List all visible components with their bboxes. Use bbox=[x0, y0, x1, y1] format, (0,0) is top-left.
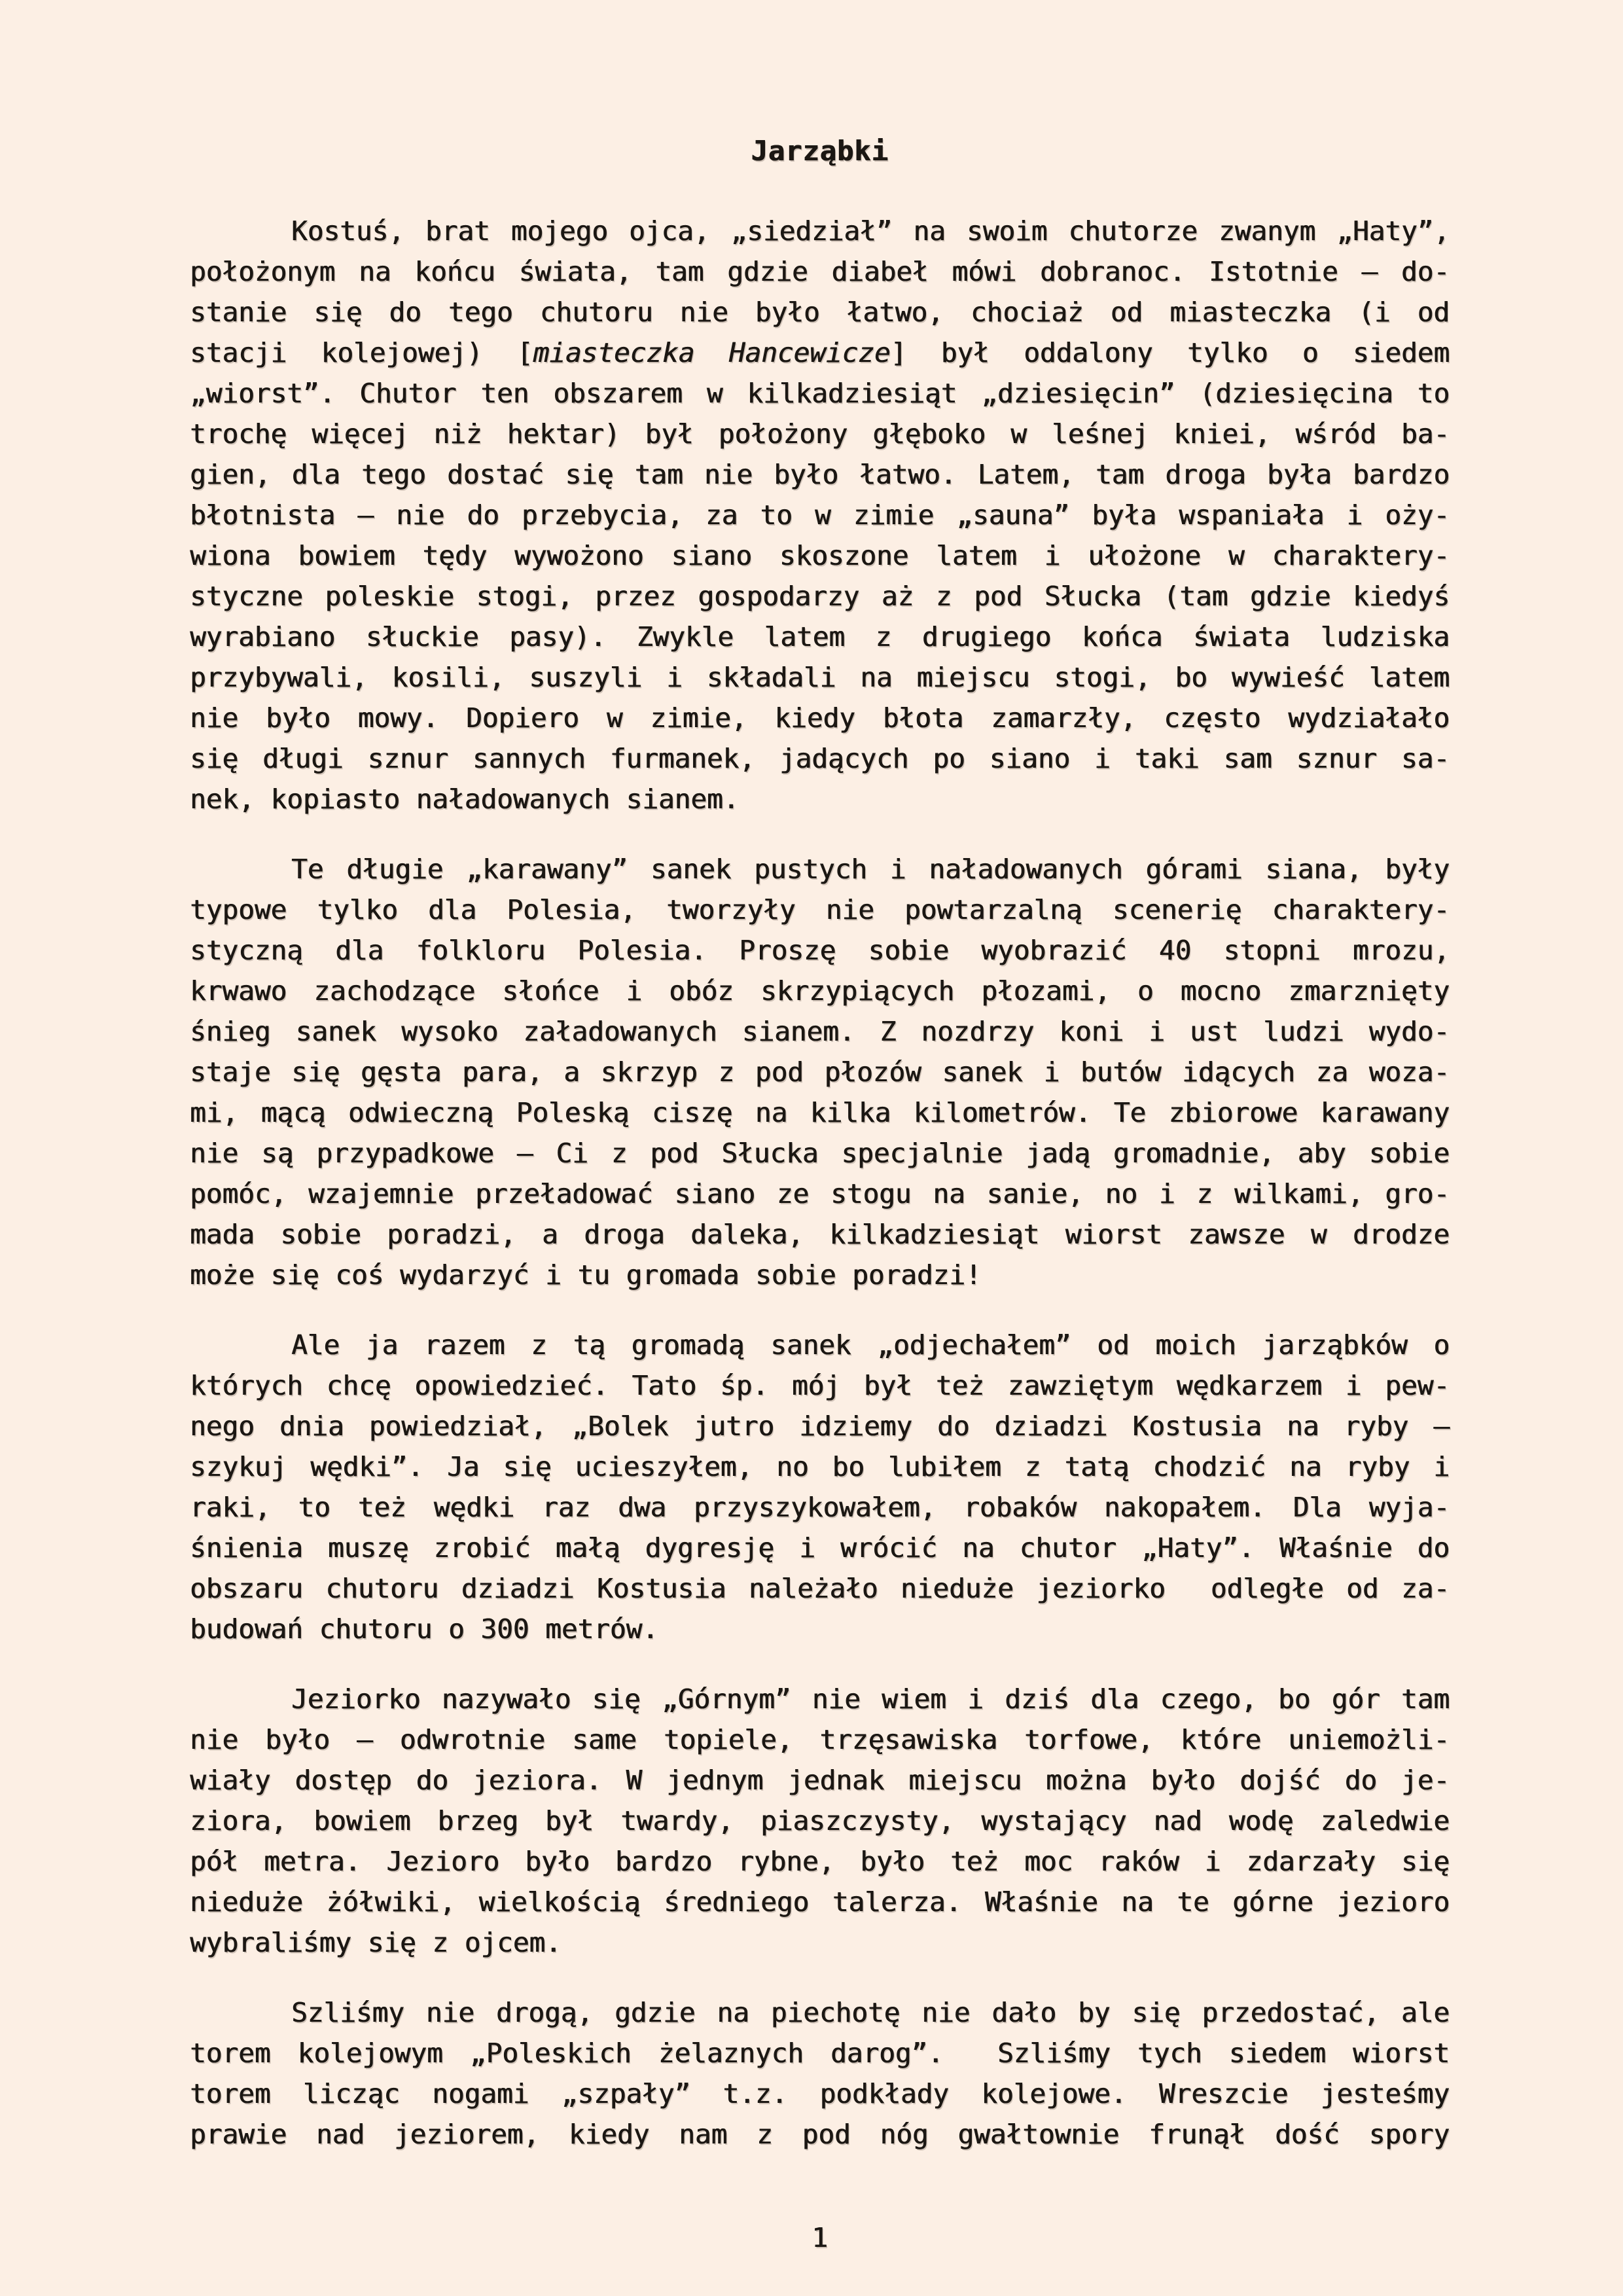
text-line: „wiorst”. Chutor ten obszarem w kilkadziesiąt „dziesięcin” (dziesięcina to bbox=[190, 378, 1450, 409]
text-line: Szliśmy nie drogą, gdzie na piechotę nie dało by się przedostać, ale bbox=[291, 1997, 1450, 2028]
paragraphs bbox=[190, 211, 1450, 2155]
text-line: typowe tylko dla Polesia, tworzyły nie powtarzalną scenerię charaktery- bbox=[190, 894, 1450, 925]
text-line: stanie się do tego chutoru nie było łatwo, chociaż od miasteczka (i od bbox=[190, 296, 1450, 328]
text-line: błotnista – nie do przebycia, za to w zimie „sauna” była wspaniała i oży- bbox=[190, 499, 1450, 531]
text-line: Kostuś, brat mojego ojca, „siedział” na swoim chutorze zwanym „Haty”, bbox=[291, 215, 1450, 247]
text-line: Jeziorko nazywało się „Górnym” nie wiem i dziś dla czego, bo gór tam bbox=[291, 1683, 1450, 1715]
page-title: Jarząbki bbox=[751, 135, 889, 167]
paragraph bbox=[190, 211, 1450, 819]
text-line: nek, kopiasto naładowanych sianem. bbox=[190, 783, 740, 815]
text-line: obszaru chutoru dziadzi Kostusia należało nieduże jeziorko odległe od za- bbox=[190, 1573, 1450, 1604]
text-segment: stacji kolejowej) [ bbox=[190, 337, 533, 368]
text-line: Te długie „karawany” sanek pustych i naładowanych górami siana, były bbox=[291, 853, 1450, 885]
text-line: wiona bowiem tędy wywożono siano skoszone latem i ułożone w charaktery- bbox=[190, 540, 1450, 571]
text-line: pół metra. Jezioro było bardzo rybne, było też moc raków i zdarzały się bbox=[190, 1846, 1450, 1877]
text-line: śnieg sanek wysoko załadowanych sianem. Z nozdrzy koni i ust ludzi wydo- bbox=[190, 1016, 1450, 1047]
text-line: Ale ja razem z tą gromadą sanek „odjechałem” od moich jarząbków o bbox=[291, 1329, 1450, 1361]
text-line: raki, to też wędki raz dwa przyszykowałem, robaków nakopałem. Dla wyja- bbox=[190, 1492, 1450, 1523]
text-line: pomóc, wzajemnie przeładować siano ze stogu na sanie, no i z wilkami, gro- bbox=[190, 1178, 1450, 1210]
text-line: wiały dostęp do jeziora. W jednym jednak miejscu można było dojść do je- bbox=[190, 1765, 1450, 1796]
paragraph bbox=[190, 1992, 1450, 2155]
text-line: styczne poleskie stogi, przez gospodarzy aż z pod Słucka (tam gdzie kiedyś bbox=[190, 581, 1450, 612]
italic-text-segment: miasteczka Hancewicze bbox=[533, 337, 891, 368]
text-line: nie było – odwrotnie same topiele, trzęsawiska torfowe, które uniemożli- bbox=[190, 1724, 1450, 1755]
text-line: wybraliśmy się z ojcem. bbox=[190, 1927, 562, 1958]
text-line: styczną dla folkloru Polesia. Proszę sobie wyobrazić 40 stopni mrozu, bbox=[190, 935, 1450, 966]
text-line: się długi sznur sannych furmanek, jadących po siano i taki sam sznur sa- bbox=[190, 743, 1450, 774]
paragraph bbox=[190, 1325, 1450, 1649]
text-line: gien, dla tego dostać się tam nie było łatwo. Latem, tam droga była bardzo bbox=[190, 459, 1450, 490]
text-segment: ] był oddalony tylko o siedem bbox=[890, 337, 1450, 368]
document-body bbox=[190, 131, 1450, 2155]
text-line: mi, mącą odwieczną Poleską ciszę na kilka kilometrów. Te zbiorowe karawany bbox=[190, 1097, 1450, 1128]
paragraph bbox=[190, 849, 1450, 1295]
text-line: staje się gęsta para, a skrzyp z pod płozów sanek i butów idących za woza- bbox=[190, 1056, 1450, 1088]
text-line: położonym na końcu świata, tam gdzie diabeł mówi dobranoc. Istotnie – do- bbox=[190, 256, 1450, 287]
text-line: prawie nad jeziorem, kiedy nam z pod nóg gwałtownie frunął dość spory bbox=[190, 2119, 1450, 2150]
text-line: może się coś wydarzyć i tu gromada sobie poradzi! bbox=[190, 1259, 982, 1291]
text-line: przybywali, kosili, suszyli i składali na miejscu stogi, bo wywieść latem bbox=[190, 662, 1450, 693]
text-line: trochę więcej niż hektar) był położony głęboko w leśnej kniei, wśród ba- bbox=[190, 418, 1450, 450]
text-line: nego dnia powiedział, „Bolek jutro idziemy do dziadzi Kostusia na ryby – bbox=[190, 1410, 1450, 1442]
text-line: których chcę opowiedzieć. Tato śp. mój był też zawziętym wędkarzem i pew- bbox=[190, 1370, 1450, 1401]
text-line: nieduże żółwiki, wielkością średniego talerza. Właśnie na te górne jezioro bbox=[190, 1886, 1450, 1918]
text-line: ziora, bowiem brzeg był twardy, piaszczysty, wystający nad wodę zaledwie bbox=[190, 1805, 1450, 1837]
text-line: torem kolejowym „Poleskich żelaznych darog”. Szliśmy tych siedem wiorst bbox=[190, 2037, 1450, 2069]
text-line: śnienia muszę zrobić małą dygresję i wrócić na chutor „Haty”. Właśnie do bbox=[190, 1532, 1450, 1564]
text-line: nie są przypadkowe – Ci z pod Słucka specjalnie jadą gromadnie, aby sobie bbox=[190, 1138, 1450, 1169]
text-line: budowań chutoru o 300 metrów. bbox=[190, 1613, 658, 1645]
text-line: szykuj wędki”. Ja się ucieszyłem, no bo lubiłem z tatą chodzić na ryby i bbox=[190, 1451, 1450, 1482]
text-line: krwawo zachodzące słońce i obóz skrzypiących płozami, o mocno zmarznięty bbox=[190, 975, 1450, 1007]
text-line: wyrabiano słuckie pasy). Zwykle latem z drugiego końca świata ludziska bbox=[190, 621, 1450, 653]
text-line bbox=[190, 332, 1450, 373]
page-number: 1 bbox=[812, 2222, 828, 2253]
text-line: nie było mowy. Dopiero w zimie, kiedy błota zamarzły, często wydziałało bbox=[190, 702, 1450, 734]
text-line: torem licząc nogami „szpały” t.z. podkłady kolejowe. Wreszcie jesteśmy bbox=[190, 2078, 1450, 2109]
paragraph bbox=[190, 1679, 1450, 1963]
text-line: mada sobie poradzi, a droga daleka, kilkadziesiąt wiorst zawsze w drodze bbox=[190, 1219, 1450, 1250]
